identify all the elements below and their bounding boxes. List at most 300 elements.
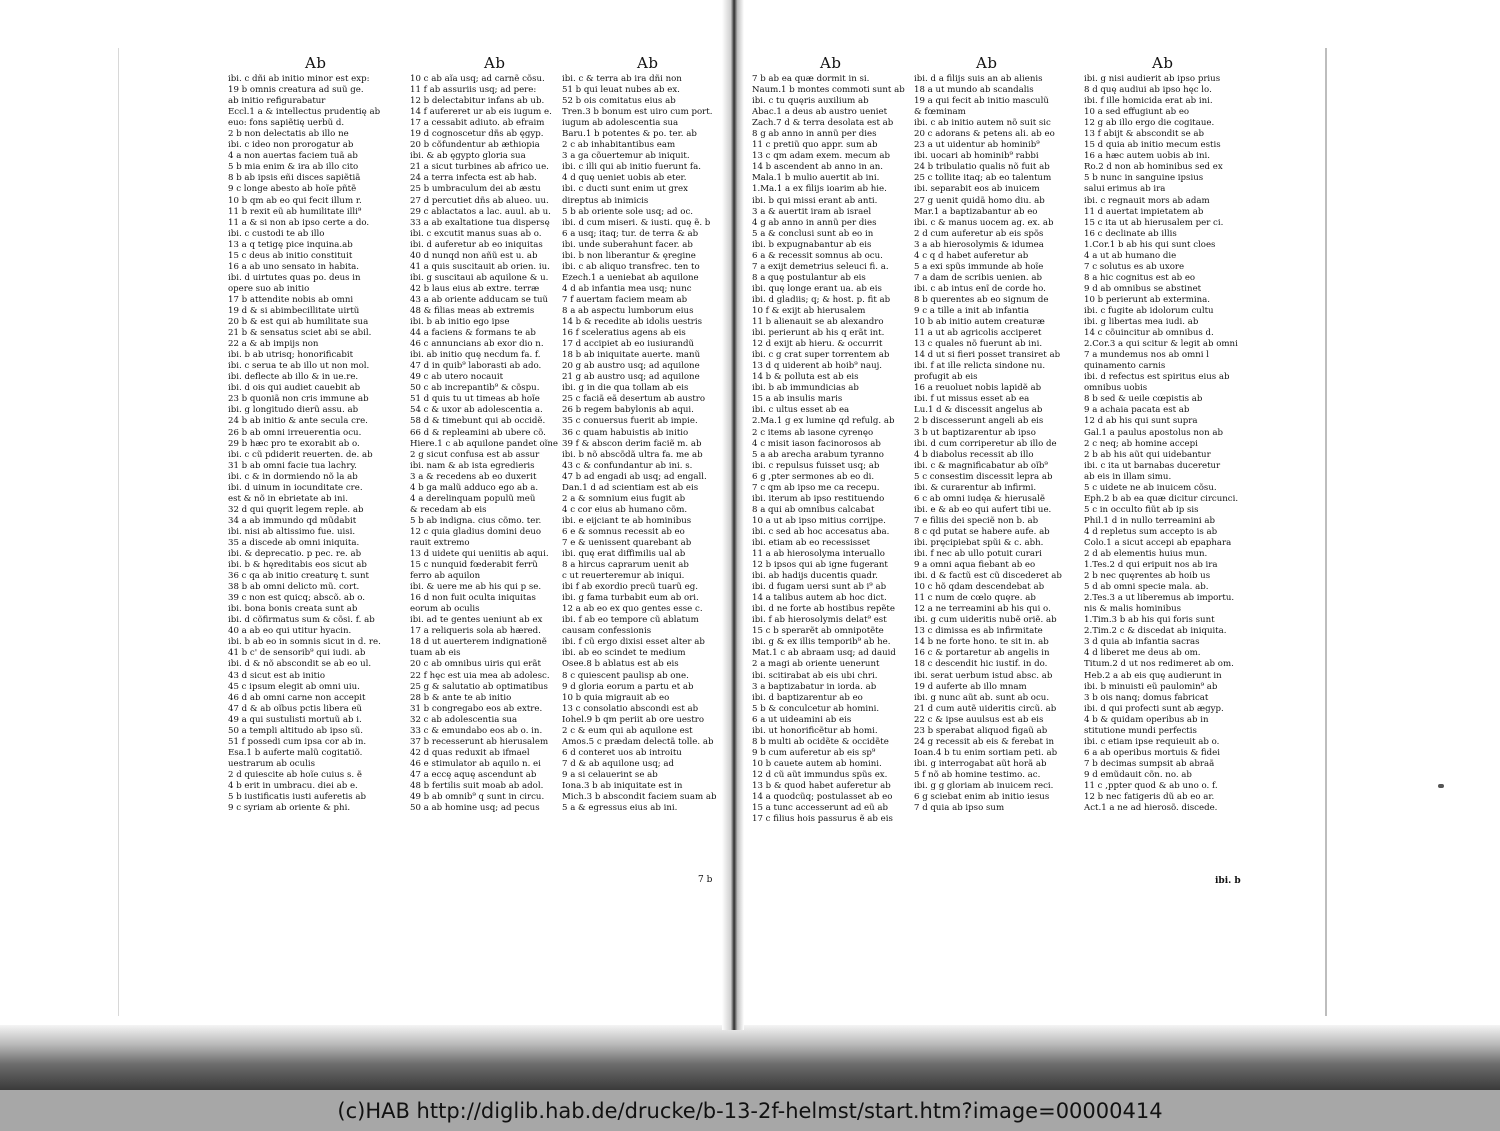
index-entry: 8 g ab anno in annũ per dies (752, 129, 877, 140)
index-entry: ibi. d cum corriperetur ab illo de (914, 438, 1057, 449)
index-entry: ibi. etiam ab eo recessisset (752, 537, 871, 548)
index-entry: 7 b ab ea quæ dormit in si. (752, 74, 870, 84)
index-entry: 10 b ab initio autem creaturæ (914, 317, 1045, 328)
index-entry: 16 a reuoluet nobis lapidẽ ab (914, 383, 1042, 394)
index-entry: stitutione mundi perfectis (1084, 725, 1197, 736)
index-entry: 6 c ab omni iudęa & hierusalẽ (914, 493, 1045, 504)
index-entry: Mich.3 b abscondit faciem suam ab (562, 792, 717, 803)
index-entry: 13 c dimissa es ab infirmitate (914, 626, 1043, 637)
index-entry: 24 b ab initio & ante secula cre. (228, 416, 368, 427)
index-entry: 4 d liberet me deus ab om. (1084, 648, 1201, 659)
index-entry: Iohel.9 b qm periit ab ore uestro (562, 714, 705, 725)
index-entry: 2 g sicut confusa est ab assur (410, 449, 540, 460)
index-entry: 24 g recessit ab eis & ferebat in (914, 736, 1055, 747)
index-entry: 14 a quodcũq; postulasset ab eo (752, 792, 893, 803)
column-heading: Ab (637, 54, 659, 72)
index-entry: Mar.1 a baptizabantur ab eo (914, 206, 1038, 217)
index-entry: Tren.3 b bonum est uiro cum port. (562, 107, 713, 118)
index-entry: ibi. g nunc aũt ab. sunt ab ocu. (914, 692, 1050, 703)
index-entry: causam confessionis (562, 626, 652, 637)
index-entry: 66 d & repleamini ab ubere cõ. (410, 427, 546, 438)
index-entry: ibi. g longitudo dierũ assu. ab (228, 405, 359, 416)
index-entry: 15 d quia ab initio mecum estis (1084, 140, 1221, 151)
index-entry: 7 a dam de scribis uenien. ab (914, 272, 1042, 283)
index-entry: Hiere.1 c ab aquilone pandet oĩne (410, 438, 559, 449)
index-entry: ab initio refigurabatur (228, 96, 326, 107)
copyright-footer (0, 1090, 1500, 1131)
index-entry: Gal.1 a paulus apostolus non ab (1084, 427, 1223, 438)
index-entry: ibi. d baptizarentur ab eo (752, 692, 863, 703)
index-entry: 7 e & uenissent quarebant ab (562, 537, 692, 548)
index-entry: 9 c a tille a init ab infantia (914, 305, 1029, 316)
index-entry: 13 c quales nõ fuerunt ab ini. (914, 339, 1043, 350)
index-entry: 4 c misit iason facinorosos ab (752, 438, 881, 449)
index-entry: 16 a hæc autem uobis ab ini. (1084, 151, 1210, 162)
index-entry: 16 f sceleratius agens ab eis (562, 328, 686, 339)
index-entry: ibi. d cõfirmatus sum & cõsi. f. ab (228, 615, 375, 626)
index-entry: 19 d cognoscetur dñs ab ęgyp. (410, 129, 544, 140)
index-entry: 26 b regem babylonis ab aqui. (562, 405, 694, 416)
index-entry: ibi. c repulsus fuisset usq; ab (752, 460, 880, 471)
index-entry: 13 d q uiderent ab hoib⁹ nauj. (752, 361, 882, 372)
index-entry: 10 c hõ qdam descendebat ab (914, 582, 1045, 593)
index-entry: ibi. d fugam uersi sunt ab i⁹ ab (752, 582, 887, 593)
index-entry: 9 c longe abesto ab hoĩe pñtẽ (228, 184, 357, 195)
index-entry: ibi. b nõ abscõdã ultra fa. me ab (562, 449, 703, 460)
index-entry: 8 c qd putat se habere aufe. ab (914, 526, 1050, 537)
index-entry: ibi. g fama turbabit eum ab ori. (562, 593, 699, 604)
index-entry: 43 a ab oriente adducam se tuũ (410, 294, 549, 305)
index-entry: ab eis in illam simu. (1084, 471, 1172, 482)
index-entry: 5 a exi spũs immunde ab hoĩe (914, 261, 1044, 272)
index-entry: 5 d ab omni specie mala. ab. (1084, 582, 1209, 593)
index-entry: 14 d ut si fieri posset transiret ab (914, 350, 1061, 361)
index-entry: Naum.1 b montes commoti sunt ab (752, 85, 905, 96)
index-entry: ibi. b qui missi erant ab anti. (752, 195, 878, 206)
index-entry: 51 b qui leuat nubes ab ex. (562, 85, 680, 96)
index-entry: iugum ab adolescentia sua (562, 118, 679, 129)
index-entry: ibi. f ab eo tempore cũ ablatum (562, 615, 699, 626)
index-entry: 5 b iustificatis iusti auferetis ab (228, 792, 367, 803)
index-entry: 8 a quę postulantur ab eis (752, 272, 866, 283)
index-entry: 18 d ut auerterem indignationẽ (410, 637, 547, 648)
index-entry: ibi. b ab utrisq; honorificabit (228, 350, 354, 361)
index-entry: 2 d ab elementis huius mun. (1084, 549, 1208, 560)
index-entry: 19 b omnis creatura ad suũ ge. (228, 85, 364, 96)
index-entry: 17 a reliqueris sola ab hæred. (410, 626, 541, 637)
index-entry: 20 b & est qui ab humilitate sua (228, 317, 369, 328)
index-entry: 3 a & recedens ab eo duxerit (410, 471, 537, 482)
index-entry: ibi. b minuisti eũ paulomin⁹ ab (1084, 681, 1218, 692)
index-entry: tuam ab eis (410, 648, 461, 659)
index-entry: 15 a tunc accesserunt ad eũ ab (752, 803, 889, 814)
index-entry: 5 f nõ ab homine testimo. ac. (914, 769, 1041, 780)
index-entry: 18 a ut mundo ab scandalis (914, 85, 1034, 96)
index-entry: ibi. ad te gentes ueniunt ab ex (410, 615, 543, 626)
index-entry: 9 a omni aqua fiebant ab eo (914, 560, 1036, 571)
index-entry: Ro.2 d non ab hominibus sed ex (1084, 162, 1223, 173)
index-entry: ibi. c illi qui ab initio fuerunt fa. (562, 162, 701, 173)
index-entry: ibi. bona bonis creata sunt ab (228, 604, 358, 615)
index-entry: 49 a qui sustulisti mortuũ ab i. (228, 714, 362, 725)
footer-url-text[interactable]: (c)HAB http://diglib.hab.de/drucke/b-13-2f-helmst/start.htm?image=00000414 (337, 1098, 1163, 1123)
index-entry: 13 f abijt & abscondit se ab (1084, 129, 1205, 140)
book-gutter (722, 0, 744, 1030)
index-entry: 15 c b sperarẽt ab omnipotẽte (752, 626, 884, 637)
index-entry: 46 c annuncians ab exor dio n. (410, 339, 544, 350)
index-entry: 24 b tribulatio qualis nõ fuit ab (914, 162, 1050, 173)
index-entry: ibi. c & magnificabatur ab oĩb⁹ (914, 460, 1048, 471)
index-entry: 13 d uidete qui ueniitis ab aqui. (410, 549, 549, 560)
index-entry: 12 g ab illo ergo die cogitaue. (1084, 118, 1215, 129)
index-entry: 4 b ga malũ adduco ego ab a. (410, 482, 539, 493)
index-entry: 36 c qa ab initio creaturę t. sunt (228, 571, 369, 582)
index-entry: 52 b ois comitatus eius ab (562, 96, 676, 107)
index-entry: 12 d cũ aũt immundus spũs ex. (752, 769, 888, 780)
index-entry: 19 d auferte ab illo mnam (914, 681, 1027, 692)
index-entry: Mala.1 b mulio auertit ab ini. (752, 173, 880, 184)
index-entry: 8 b querentes ab eo signum de (914, 294, 1049, 305)
book-cradle-shadow (0, 1025, 1500, 1090)
index-entry: 42 b laus eius ab extre. terræ (410, 283, 540, 294)
index-entry: ibi. g interrogabat aũt horã ab (914, 758, 1047, 769)
index-entry: 10 b cauete autem ab homini. (752, 758, 882, 769)
index-entry: ibi. b & hęreditabis eos sicut ab (228, 560, 367, 571)
index-entry: 8 b ab ipsis eñi disces sapiẽtiã (228, 173, 361, 184)
index-entry: 16 d non fuit oculta iniquitas (410, 593, 536, 604)
index-entry: 31 b ab omni facie tua lachry. (228, 460, 357, 471)
index-entry: 9 a achaia pacata est ab (1084, 405, 1190, 416)
index-entry: ibi. c sed ab hoc accesatus aba. (752, 526, 890, 537)
index-entry: ibi. b ab immundicias ab (752, 383, 859, 394)
index-entry: 48 & filias meas ab extremis (410, 305, 535, 316)
index-entry: ibi. uocari ab hominib⁹ rabbi (914, 151, 1039, 162)
index-entry: ibi. c fugite ab idolorum cultu (1084, 305, 1214, 316)
index-entry: 21 b & sensatus sciet abi se abil. (228, 328, 372, 339)
index-entry: 11 c num de cœlo quęre. ab (914, 593, 1036, 604)
index-entry: 10 b perierunt ab extermina. (1084, 294, 1211, 305)
index-entry: ibi. & deprecatio. p pec. re. ab (228, 549, 362, 560)
index-entry: 11 f ab assuriis usq; ad pere: (410, 85, 537, 96)
index-entry: 25 b umbraculum dei ab æstu (410, 184, 541, 195)
index-entry: 4 b diabolus recessit ab illo (914, 449, 1034, 460)
index-entry: 21 d cum autẽ uideritis circũ. ab (914, 703, 1057, 714)
index-entry: 41 a quis suscitauit ab orien. iu. (410, 261, 550, 272)
index-entry: ibi. quę longe erant ua. ab eis (752, 283, 882, 294)
index-entry: ibi. c dñi ab initio minor est exp: (228, 74, 370, 84)
index-entry: euo: fons sapiẽtię uerbũ d. (228, 118, 345, 129)
index-entry: 5 b ab indigna. cius cõmo. ter. (410, 515, 542, 526)
index-entry: 11 a ut ab agricolis acciperet (914, 328, 1042, 339)
index-entry: 7 f auertam faciem meam ab (562, 294, 688, 305)
index-entry: 1.Tim.3 b ab his qui foris sunt (1084, 615, 1215, 626)
index-entry: ibi. c g crat super torrentem ab (752, 350, 890, 361)
index-entry: 15 c deus ab initio constituit (228, 250, 353, 261)
index-entry: ibi. d uirtutes quas po. deus in (228, 272, 361, 283)
index-entry: ibi. scitirabat ab eis ubi chri. (752, 670, 878, 681)
index-entry: 34 a ab immundo qd mũdabit (228, 515, 357, 526)
index-entry: 19 a qui fecit ab initio masculũ (914, 96, 1049, 107)
index-entry: 17 b attendite nobis ab omni (228, 294, 354, 305)
index-column-right-3 (1084, 74, 1254, 814)
index-entry: ibi. g & ex illis temporib⁹ ab he. (752, 637, 891, 648)
index-entry: ibi. deflecte ab illo & in ue.re. (228, 372, 359, 383)
index-entry: 2.Cor.3 a qui scitur & legit ab omni (1084, 339, 1238, 350)
index-entry: 10 c ab aĩa usq; ad carnẽ cõsu. (410, 74, 545, 84)
index-entry: Lu.1 d & discessit angelus ab (914, 405, 1043, 416)
index-entry: 4 b erit in umbracu. diei ab e. (228, 781, 358, 791)
catchword: 7 b (698, 875, 713, 885)
index-entry: ibi. e & ab eo qui aufert tibi ue. (914, 504, 1052, 515)
index-entry: 3 d quia ab infantia sacras (1084, 637, 1200, 648)
index-entry: 9 a si celauerint se ab (562, 769, 658, 780)
index-entry: ibi. c custodi te ab illo (228, 228, 325, 239)
index-entry: 47 a eccę aquę ascendunt ab (410, 769, 537, 780)
index-entry: 25 g & salutatio ab optimatibus (410, 681, 548, 692)
index-entry: ibi. c regnauit mors ab adam (1084, 195, 1210, 206)
index-entry: ibi. d & factũ est cũ discederet ab (914, 571, 1062, 582)
index-entry: Baru.1 b potentes & po. ter. ab (562, 129, 697, 140)
index-entry: 2.Tes.3 a ut liberemus ab importu. (1084, 593, 1235, 604)
index-entry: 23 b quoniã non cris immune ab (228, 394, 369, 405)
index-entry: 46 e stimulator ab aquilo n. ei (410, 758, 541, 769)
index-entry: 2.Ma.1 g ex lumine qd refulg. ab (752, 416, 895, 427)
index-entry: ibi. c ab aliquo transfrec. ten to (562, 261, 700, 272)
index-entry: 37 b recesserunt ab hierusalem (410, 736, 549, 747)
index-entry: ibi. c ducti sunt enim ut grex (562, 184, 688, 195)
index-entry: opere suo ab initio (228, 283, 310, 294)
index-entry: ibi. & uere me ab his qui p se. (410, 582, 542, 593)
index-entry: 4 g ab anno in annũ per dies (752, 217, 877, 228)
index-entry: ibi. ut honorificẽtur ab homi. (752, 725, 878, 736)
index-entry: 5 b & conculcetur ab homini. (752, 703, 880, 714)
index-entry: Osee.8 b ablatus est ab eis (562, 659, 679, 670)
index-entry: ibi. c & terra ab ira dñi non (562, 74, 682, 84)
index-entry: 39 c non est quicq; abscõ. ab o. (228, 593, 366, 604)
index-entry: ibi. pręcipiebat spũi & c. abh. (914, 537, 1044, 548)
index-entry: 6 a & recessit somnus ab ocu. (752, 250, 883, 261)
index-entry: ibi. b ab eo in somnis sicut in d. re. (228, 637, 381, 648)
index-entry: ibi. f ille homicida erat ab ini. (1084, 96, 1213, 107)
index-entry: 16 c declinate ab illis (1084, 228, 1177, 239)
index-entry: ibi. c ita ut barnabas duceretur (1084, 460, 1221, 471)
catchword: ibi. b (1215, 876, 1241, 886)
index-entry: 2 d quiescite ab hoĩe cuius s. ẽ (228, 769, 362, 780)
index-entry: 5 c consestim discessit lepra ab (914, 471, 1053, 482)
index-entry: 27 g uenit quidã homo diu. ab (914, 195, 1045, 206)
index-entry: 4 d repletus sum accepto is ab (1084, 526, 1218, 537)
index-entry: ibi. f nec ab ullo potuit curari (914, 549, 1042, 560)
index-entry: 51 f possedi cum ipsa cor ab in. (228, 736, 367, 747)
column-heading: Ab (820, 54, 842, 72)
index-entry: 15 c ita ut ab hierusalem per ci. (1084, 217, 1224, 228)
index-entry: 23 b sperabat aliquod figaũ ab (914, 725, 1048, 736)
index-entry: salui erimus ab ira (1084, 184, 1166, 195)
index-entry: 4 d ab infantia mea usq; nunc (562, 283, 692, 294)
column-heading: Ab (305, 54, 327, 72)
index-entry: 40 a ab eo qui utitur hyacin. (228, 626, 352, 637)
index-entry: 21 g ab austro usq; ad aquilone (562, 372, 700, 383)
index-entry: 12 d ab his qui sunt supra (1084, 416, 1198, 427)
index-entry: ibi. c & in dormiendo nõ la ab (228, 471, 358, 482)
index-entry: ibi. d qui profecti sunt ab ægyp. (1084, 703, 1224, 714)
index-entry: 10 b quia migrauit ab eo (562, 692, 670, 703)
index-entry: Abac.1 a deus ab austro ueniet (752, 107, 888, 118)
index-column-left-1 (228, 74, 398, 814)
index-entry: 3 a ga cõuertemur ab iniquit. (562, 151, 690, 162)
index-entry: & fœminam (914, 107, 966, 118)
index-entry: 25 c tollite itaq; ab eo talentum (914, 173, 1052, 184)
index-entry: 47 d & ab oĩbus pctis libera eũ (228, 703, 363, 714)
index-entry: Iona.3 b ab iniquitate est in (562, 781, 683, 791)
index-column-left-2 (410, 74, 582, 814)
index-column-right-1 (752, 74, 922, 825)
index-entry: ibi. ab hadijs ducentis quadr. (752, 571, 878, 582)
index-entry: 14 a talibus autem ab hoc dict. (752, 593, 887, 604)
index-entry: ibi. d ois qui audiet cauebit ab (228, 383, 361, 394)
index-entry: 7 c solutus es ab uxore (1084, 261, 1185, 272)
index-entry: est & nõ in ebrietate ab ini. (228, 493, 349, 504)
index-entry: 4 a derelinquam populũ meũ (410, 493, 536, 504)
index-entry: direptus ab inimicis (562, 195, 649, 206)
index-entry: ibi. d uinum in iocunditate cre. (228, 482, 363, 493)
index-entry: ibi. c cũ pdiderit reuerten. de. ab (228, 449, 373, 460)
index-entry: 13 b & quod habet auferetur ab (752, 781, 891, 791)
index-column-right-2 (914, 74, 1084, 814)
index-entry: ibi. ab initio quę necdum fa. f. (410, 350, 541, 361)
index-entry: 9 d ab omnibus se abstinet (1084, 283, 1202, 294)
index-entry: & recedam ab eis (410, 504, 487, 515)
index-entry: 12 c quia gladius domini deuo (410, 526, 542, 537)
index-entry: ibi. f ut missus esset ab ea (914, 394, 1030, 405)
index-entry: 40 d nunqd non añũ est u. ab (410, 250, 538, 261)
index-entry: 33 a ab exaltatione tua dispersę (410, 217, 550, 228)
index-entry: 35 c conuersus fuerit ab impie. (562, 416, 698, 427)
index-entry: ibi. c & manus uocem ag. ex. ab (914, 217, 1054, 228)
index-entry: 12 d exijt ab hieru. & occurrit (752, 339, 883, 350)
index-entry: 14 f aufereret ur ab eis iugum e. (410, 107, 552, 118)
index-entry: 20 c ab omnibus uiris qui erãt (410, 659, 541, 670)
index-entry: 8 a hic cognitus est ab eo (1084, 272, 1196, 283)
index-entry: 14 b ne forte hono. te sit in. ab (914, 637, 1049, 648)
index-entry: 24 a terra infecta est ab hab. (410, 173, 537, 184)
index-entry: 6 a ab operibus mortuis & fidei (1084, 747, 1220, 758)
index-entry: 4 a non auertas faciem tuã ab (228, 151, 358, 162)
column-heading: Ab (484, 54, 506, 72)
index-entry: ibi. d auferetur ab eo iniquitas (410, 239, 543, 250)
index-entry: ibi. serat uerbum istud absc. ab (914, 670, 1053, 681)
index-entry: 7 d quia ab ipso sum (914, 803, 1005, 814)
index-entry: 18 b ab iniquitate auerte. manũ (562, 350, 701, 361)
index-entry: 5 a & egressus eius ab ini. (562, 803, 678, 814)
index-entry: Zach.7 d & terra desolata est ab (752, 118, 894, 129)
index-entry: Ioan.4 b tu enim sortiam peti. ab (914, 747, 1058, 758)
index-entry: 8 a qui ab omnibus calcabat (752, 504, 875, 515)
index-entry: 11 b alienauit se ab alexandro (752, 317, 884, 328)
index-entry: ibi. quę erat diffimilis ual ab (562, 549, 686, 560)
index-entry: 4 b & quidam operibus ab in (1084, 714, 1209, 725)
index-entry: 16 a ab uno sensato in habita. (228, 261, 360, 272)
index-entry: uestrarum ab oculis (228, 758, 316, 769)
index-entry: ibi. b expugnabantur ab eis (752, 239, 872, 250)
index-entry: 20 g ab austro usq; ad aquilone (562, 361, 700, 372)
index-entry: ibi. d refectus est spiritus eius ab (1084, 372, 1230, 383)
index-entry: 4 c q d habet auferetur ab (914, 250, 1029, 261)
index-entry: 50 a ab homine usq; ad pecus (410, 803, 540, 814)
index-entry: ibi. c serua te ab illo ut non mol. (228, 361, 370, 372)
index-entry: Mat.1 c ab abraam usq; ad dauid (752, 648, 896, 659)
index-entry: 54 c & uxor ab adolescentia a. (410, 405, 543, 416)
index-entry: 8 c quiescent paulisp ab one. (562, 670, 689, 681)
index-entry: ferro ab aquilon (410, 571, 481, 582)
index-entry: 9 d emũdauit cõn. no. ab (1084, 769, 1192, 780)
index-entry: 50 c ab increpantib⁹ & cõspu. (410, 383, 540, 394)
index-entry: Act.1 a ne ad hierosõ. discede. (1084, 803, 1218, 814)
index-entry: eorum ab oculis (410, 604, 480, 615)
index-entry: 12 a ab eo ex quo gentes esse c. (562, 604, 703, 615)
index-entry: 7 b decimas sumpsit ab abraã (1084, 758, 1215, 769)
index-entry: 10 a ut ab ipso mitius corrijpe. (752, 515, 886, 526)
index-entry: ibi. d ne forte ab hostibus repẽte (752, 604, 895, 615)
index-entry: 6 d conteret uos ab introitu (562, 747, 682, 758)
index-entry: ibi. g libertas mea iudi. ab (1084, 317, 1199, 328)
index-entry: 16 c & portaretur ab angelis in (914, 648, 1050, 659)
index-entry: 6 g ,pter sermones ab eo di. (752, 471, 875, 482)
index-entry: ibi. f cũ ergo dixisi esset alter ab (562, 637, 705, 648)
index-entry: 1.Tes.2 d qui eripuit nos ab ira (1084, 560, 1218, 571)
index-entry: ibi. f ab hierosolymis delat⁹ est (752, 615, 887, 626)
index-entry: 9 c syriam ab oriente & phi. (228, 803, 351, 814)
index-entry: 12 a ne terreamini ab his qui o. (914, 604, 1051, 615)
index-entry: 12 b nec fatigeris dũ ab eo ar. (1084, 792, 1215, 803)
index-entry: 4 a ut ab humano die (1084, 250, 1177, 261)
index-entry: 2 b nec quęrentes ab hoib us (1084, 571, 1211, 582)
index-entry: 1.Cor.1 b ab his qui sunt cloes (1084, 239, 1216, 250)
index-entry: ibi. c ultus esset ab ea (752, 405, 850, 416)
index-entry: Eph.2 b ab ea quæ dicitur circunci. (1084, 493, 1239, 504)
index-entry: 5 b mia enim & ira ab illo cito (228, 162, 359, 173)
index-entry: 29 b hæc pro te exorabit ab o. (228, 438, 360, 449)
index-entry: omnibus uobis (1084, 383, 1148, 394)
index-entry: 7 a mundemus nos ab omni l (1084, 350, 1209, 361)
index-entry: ibi. b non liberantur & ęregine (562, 250, 696, 261)
index-entry: 11 a & si non ab ipso certe a do. (228, 217, 370, 228)
index-entry: 2 c ab inhabitantibus eam (562, 140, 676, 151)
index-entry: 15 a ab insulis maris (752, 394, 843, 405)
index-entry: ibi. d a filijs suis an ab alienis (914, 74, 1043, 84)
index-entry: 11 b rexit eũ ab humilitate illi⁹ (228, 206, 362, 217)
index-entry: 43 c & confundantur ab ini. s. (562, 460, 693, 471)
index-entry: 5 c uidete ne ab inuicem cõsu. (1084, 482, 1217, 493)
index-entry: 27 d percutiet dñs ab alueo. uu. (410, 195, 549, 206)
index-entry: 2 b ab his aũt qui uidebantur (1084, 449, 1211, 460)
index-entry: Phil.1 d in nullo terreamini ab (1084, 515, 1215, 526)
index-entry: Amos.5 c prædam delectã tolle. ab (562, 736, 714, 747)
index-entry: ibi. g in die qua tollam ab eis (562, 383, 689, 394)
index-entry: 36 c quam habuistis ab initio (562, 427, 689, 438)
index-entry: 48 b fertilis suit moab ab adol. (410, 781, 544, 791)
index-entry: 41 b c' de sensorib⁹ qui iudi. ab (228, 648, 366, 659)
index-entry: 3 b ut baptizarentur ab ipso (914, 427, 1036, 438)
index-entry: 8 b sed & ueile cœpistis ab (1084, 394, 1203, 405)
index-entry: ibi. c excutit manus suas ab o. (410, 228, 542, 239)
index-entry: profugit ab eis (914, 372, 978, 383)
index-entry: 11 a ab hierosolyma interuallo (752, 549, 885, 560)
index-entry: 38 b ab omni delicto mũ. cort. (228, 582, 360, 593)
index-entry: 3 a & auertit iram ab israel (752, 206, 872, 217)
index-entry: 2 c items ab iasone cyrenęo (752, 427, 874, 438)
index-entry: 8 d quę audiui ab ipso hęc lo. (1084, 85, 1212, 96)
